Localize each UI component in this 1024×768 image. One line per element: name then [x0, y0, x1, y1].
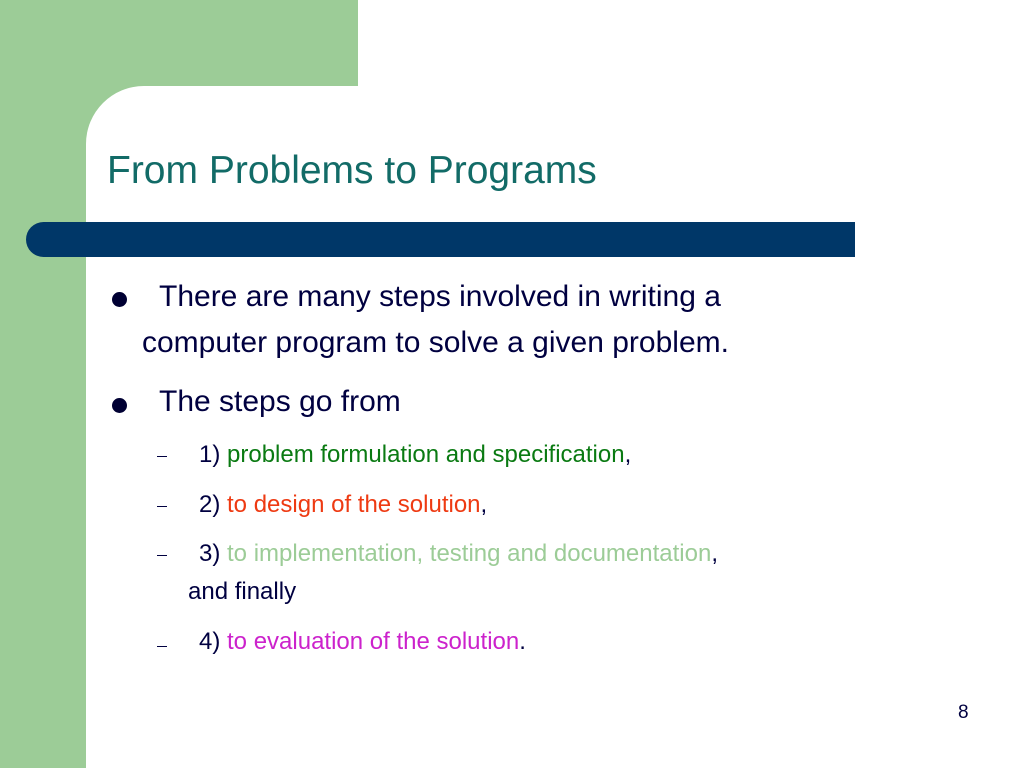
step-4-text: to evaluation of the solution	[227, 628, 520, 655]
slide-title: From Problems to Programs	[107, 149, 597, 192]
step-4	[199, 628, 526, 656]
step-2-number: 2)	[199, 491, 221, 518]
bullet-1-line-1: There are many steps involved in writing a	[159, 280, 721, 313]
step-4-number: 4)	[199, 628, 221, 655]
step-3-text: to implementation, testing and documentation	[227, 540, 712, 567]
step-3-suffix: ,	[711, 540, 718, 567]
step-3	[199, 540, 718, 568]
bullet-dot	[112, 292, 127, 307]
sub-bullet-dash	[157, 506, 167, 507]
sub-bullet-dash	[157, 555, 167, 556]
step-1	[199, 441, 631, 469]
step-2	[199, 491, 487, 519]
step-1-number: 1)	[199, 441, 221, 468]
page-number: 8	[958, 702, 969, 723]
step-3-number: 3)	[199, 540, 221, 567]
step-1-text: problem formulation and specification	[227, 441, 625, 468]
bullet-2-line-1: The steps go from	[159, 385, 401, 418]
step-3-continuation: and finally	[188, 578, 297, 605]
step-2-suffix: ,	[480, 491, 488, 518]
sub-bullet-dash	[157, 646, 167, 647]
step-2-text: to design of the solution	[227, 491, 481, 518]
bullet-dot	[112, 398, 127, 413]
step-4-suffix: .	[519, 628, 526, 655]
sub-bullet-dash	[157, 456, 167, 457]
step-1-suffix: ,	[624, 441, 632, 468]
bullet-1-line-2: computer program to solve a given problem.	[142, 326, 729, 359]
